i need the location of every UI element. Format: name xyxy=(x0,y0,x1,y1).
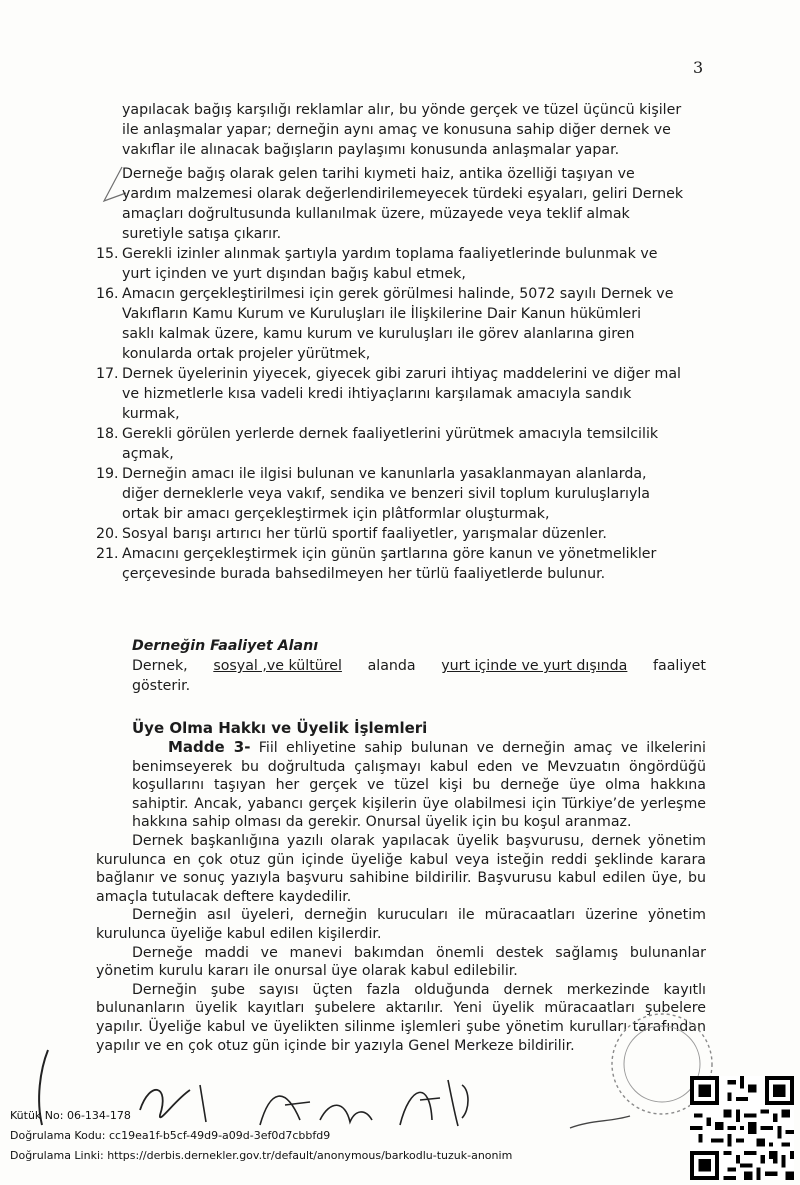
list-item xyxy=(96,424,706,464)
list-item xyxy=(96,364,706,424)
donation-paragraph xyxy=(122,164,706,244)
text-line: amaçları doğrultusunda kullanılmak üzere, müzayede veya teklif almak xyxy=(122,206,630,222)
text-line: ve hizmetlerle kısa vadeli kredi ihtiyaçlarını karşılamak amacıyla sandık xyxy=(122,386,632,402)
text-line: kurmak, xyxy=(122,406,180,422)
text-line: Vakıfların Kamu Kurum ve Kuruluşları ile İlişkilerine Dair Kanun hükümleri xyxy=(122,306,642,322)
list-item xyxy=(96,284,706,364)
activity-word: faaliyet xyxy=(653,658,706,674)
membership-heading: Üye Olma Hakkı ve Üyelik İşlemleri xyxy=(132,719,428,737)
activity-field-underlined: sosyal ,ve kültürel xyxy=(213,658,342,674)
activity-word: Dernek, xyxy=(132,658,188,674)
membership-paragraph: Dernek başkanlığına yazılı olarak yapılacak üyelik başvurusu, dernek yönetim kurulunca en çok otuz gün içinde üyeliğe kabul veya isteğin reddi şeklinde karara bağlanır ve sonuç yazıyla başvuru sahibine bildirilir. Başvurusu kabul edilen üye, bu amaçla tutulacak deftere kaydedilir. xyxy=(96,832,706,905)
text-line: Amacını gerçekleştirmek için günün şartlarına göre kanun ve yönetmelikler xyxy=(122,546,657,562)
qr-code-icon xyxy=(690,1076,794,1180)
text-line: vakıflar ile alınacak bağışların paylaşımı konusunda anlaşmalar yapar. xyxy=(122,142,620,158)
activity-word: alanda xyxy=(367,658,416,674)
text-line: Derneğin amacı ile ilgisi bulunan ve kanunlarla yasaklanmayan alanlarda, xyxy=(122,466,647,482)
intro-paragraph xyxy=(96,100,706,160)
text-line: yapılacak bağış karşılığı reklamlar alır, bu yönde gerçek ve tüzel üçüncü kişiler xyxy=(122,102,682,118)
item-number: 17. xyxy=(96,366,119,382)
item-number: 21. xyxy=(96,546,119,562)
activity-heading: Derneğin Faaliyet Alanı xyxy=(132,638,319,654)
document-body xyxy=(96,100,706,1055)
verification-code: Doğrulama Kodu: cc19ea1f-b5cf-49d9-a09d-3ef0d7cbbfd9 xyxy=(10,1129,331,1142)
article-label: Madde 3- xyxy=(168,738,251,756)
membership-paragraph: Derneğe maddi ve manevi bakımdan önemli destek sağlamış bulunanlar yönetim kurulu kararı ile onursal üye olarak kabul edilebilir. xyxy=(96,944,706,980)
verification-link[interactable]: Doğrulama Linki: https://derbis.dernekler.gov.tr/default/anonymous/barkodlu-tuzuk-anonim xyxy=(10,1149,513,1162)
text-line: Sosyal barışı artırıcı her türlü sportif faaliyetler, yarışmalar düzenler. xyxy=(122,526,607,542)
membership-paragraph: Derneğin asıl üyeleri, derneğin kurucuları ile müracaatları üzerine yönetim kurulunca üyeliğe kabul edilen kişilerdir. xyxy=(96,907,706,942)
text-line: konularda ortak projeler yürütmek, xyxy=(122,346,371,362)
text-line: yurt içinden ve yurt dışından bağış kabul etmek, xyxy=(122,266,466,282)
membership-paragraph: Derneğin şube sayısı üçten fazla olduğunda dernek merkezinde kayıtlı bulunanların üyelik kayıtları şubelere aktarılır. Yeni üyelik müracaatları şubelere yapılır. Üyeliğe kabul ve üyelikten silinme işlemleri şube yönetim kurulları tarafından yapılır ve en çok otuz gün içinde bir yazıyla Genel Merkeze bildirilir. xyxy=(96,981,706,1054)
text-line: Derneğe bağış olarak gelen tarihi kıymeti haiz, antika özelliği taşıyan ve xyxy=(122,166,635,182)
list-item xyxy=(96,464,706,524)
text-line: ortak bir amacı gerçekleştirmek için plâtformlar oluşturmak, xyxy=(122,506,550,522)
item-number: 18. xyxy=(96,426,119,442)
item-number: 20. xyxy=(96,526,119,542)
text-line: diğer derneklerle veya vakıf, sendika ve benzeri sivil toplum kuruluşlarıyla xyxy=(122,486,650,502)
article-3-paragraph xyxy=(132,738,706,832)
item-number: 19. xyxy=(96,466,119,482)
text-line: suretiyle satışa çıkarır. xyxy=(122,226,282,242)
page-number: 3 xyxy=(693,58,704,77)
registry-number: Kütük No: 06-134-178 xyxy=(10,1109,131,1122)
text-line: açmak, xyxy=(122,446,174,462)
item-number: 16. xyxy=(96,286,119,302)
verification-footer xyxy=(10,1106,512,1166)
text-line: Dernek üyelerinin yiyecek, giyecek gibi zaruri ihtiyaç maddelerini ve diğer mal xyxy=(122,366,681,382)
list-item xyxy=(96,524,706,544)
text-line: Gerekli izinler alınmak şartıyla yardım toplama faaliyetlerinde bulunmak ve xyxy=(122,246,658,262)
item-number: 15. xyxy=(96,246,119,262)
text-line: Amacın gerçekleştirilmesi için gerek görülmesi halinde, 5072 sayılı Dernek ve xyxy=(122,286,674,302)
activity-region-underlined: yurt içinde ve yurt dışında xyxy=(441,658,628,674)
text-line: saklı kalmak üzere, kamu kurum ve kuruluşları ile görev alanlarına giren xyxy=(122,326,635,342)
text-line: ile anlaşmalar yapar; derneğin aynı amaç ve konusuna sahip diğer dernek ve xyxy=(122,122,671,138)
list-item xyxy=(96,544,706,584)
text-line: yardım malzemesi olarak değerlendirilemeyecek türdeki eşyaları, geliri Dernek xyxy=(122,186,684,202)
activity-line xyxy=(132,656,706,676)
article-text: Fiil ehliyetine sahip bulunan ve derneğin amaç ve ilkelerini benimseyerek bu doğrultuda çalışmayı kabul eden ve Mevzuatın öngördüğü koşullarını taşıyan her gerçek ve tüzel kişi bu derneğe üye olma hakkına sahiptir. Ancak, yabancı gerçek kişilerin üye olabilmesi için Türkiye’de yerleşme hakkına sahip olması da gerekir. Onursal üyelik için bu koşul aranmaz. xyxy=(132,740,706,831)
text-line: Gerekli görülen yerlerde dernek faaliyetlerini yürütmek amacıyla temsilcilik xyxy=(122,426,659,442)
activity-line-2: gösterir. xyxy=(132,678,191,694)
text-line: çerçevesinde burada bahsedilmeyen her türlü faaliyetlerde bulunur. xyxy=(122,566,606,582)
list-item xyxy=(96,244,706,284)
